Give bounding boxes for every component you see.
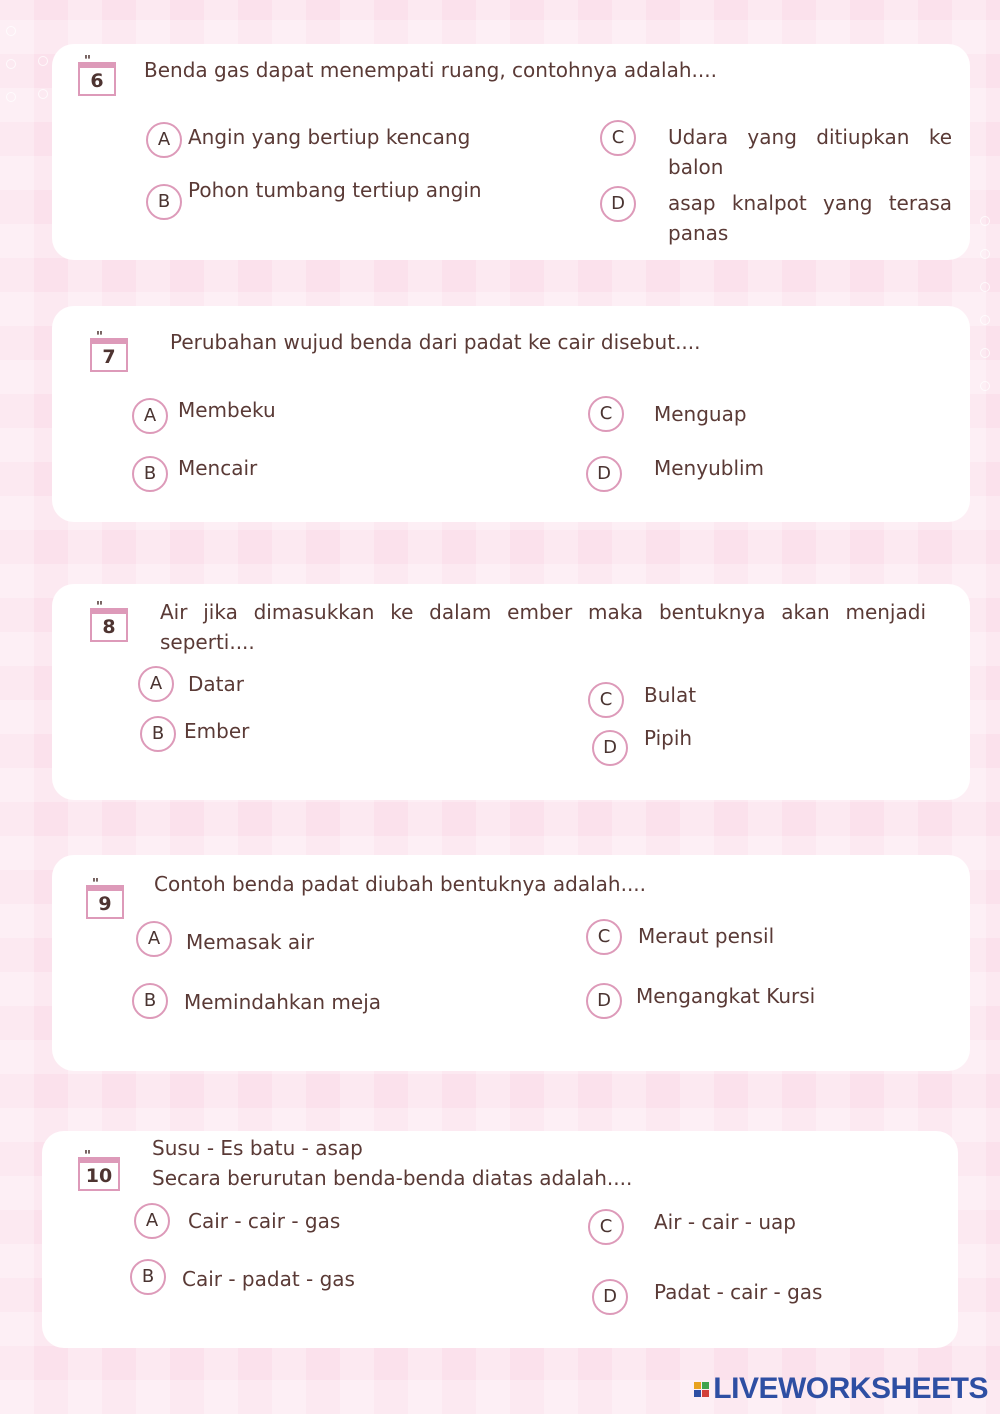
liveworksheets-logo[interactable] [694, 1372, 988, 1406]
option-b-text[interactable]: Cair - padat - gas [182, 1267, 355, 1291]
option-b-text[interactable]: Mencair [178, 456, 258, 480]
logo-mark-square [702, 1390, 709, 1397]
option-a-letter[interactable]: A [134, 1203, 170, 1239]
option-c-text[interactable]: Air - cair - uap [654, 1210, 796, 1234]
option-b-text[interactable]: Ember [184, 719, 250, 743]
option-a-letter[interactable]: A [138, 666, 174, 702]
option-a-letter[interactable]: A [146, 122, 182, 158]
option-a-text[interactable]: Angin yang bertiup kencang [188, 125, 471, 149]
option-d-text[interactable]: Menyublim [654, 456, 765, 480]
option-a-letter[interactable]: A [136, 921, 172, 957]
calendar-ring-icon: '' [96, 600, 102, 615]
option-d-letter[interactable]: D [586, 983, 622, 1019]
question-number-badge: '' 10 [78, 1157, 120, 1191]
option-c-text[interactable]: Udara yang ditiupkan ke balon [668, 125, 952, 179]
option-d-letter[interactable]: D [600, 186, 636, 222]
question-card-10 [42, 1131, 958, 1348]
option-b-text[interactable]: Pohon tumbang tertiup angin [188, 178, 482, 202]
option-a-text[interactable]: Memasak air [186, 930, 314, 954]
option-c-letter[interactable]: C [586, 919, 622, 955]
question-text: Perubahan wujud benda dari padat ke cair disebut.... [170, 330, 701, 354]
option-d-letter[interactable]: D [586, 456, 622, 492]
question-text: Contoh benda padat diubah bentuknya adalah.... [154, 872, 647, 896]
question-card-6 [52, 44, 970, 260]
calendar-ring-icon: '' [84, 54, 90, 69]
question-card-7 [52, 306, 970, 522]
decorative-dots-right [980, 216, 994, 414]
option-c-letter[interactable]: C [588, 396, 624, 432]
option-d-text[interactable]: Mengangkat Kursi [636, 984, 816, 1008]
question-card-9 [52, 855, 970, 1071]
logo-mark-square [702, 1382, 709, 1389]
calendar-ring-icon: '' [96, 330, 102, 345]
option-c-letter[interactable]: C [588, 682, 624, 718]
logo-mark-square [694, 1390, 701, 1397]
option-d-text[interactable]: Padat - cair - gas [654, 1280, 823, 1304]
question-number-badge: '' 8 [90, 608, 128, 642]
question-text: Air jika dimasukkan ke dalam ember maka bentuknya akan menjadi seperti.... [160, 600, 926, 654]
option-c-text[interactable]: Bulat [644, 683, 697, 707]
option-a-text[interactable]: Datar [188, 672, 244, 696]
option-b-letter[interactable]: B [132, 983, 168, 1019]
option-d-text[interactable]: asap knalpot yang terasa panas [668, 191, 952, 245]
option-b-text[interactable]: Memindahkan meja [184, 990, 382, 1014]
option-b-letter[interactable]: B [132, 456, 168, 492]
calendar-ring-icon: '' [84, 1149, 90, 1164]
option-c-text[interactable]: Meraut pensil [638, 924, 775, 948]
decorative-dots-left [6, 26, 20, 125]
question-number-badge: '' 6 [78, 62, 116, 96]
calendar-ring-icon: '' [92, 877, 98, 892]
option-a-letter[interactable]: A [132, 398, 168, 434]
option-b-letter[interactable]: B [146, 184, 182, 220]
question-number-badge: '' 7 [90, 338, 128, 372]
option-d-letter[interactable]: D [592, 730, 628, 766]
decorative-dots-left-2 [38, 56, 52, 122]
liveworksheets-mark-icon [694, 1382, 709, 1397]
question-text-line1: Susu - Es batu - asap [152, 1136, 363, 1160]
logo-mark-square [694, 1382, 701, 1389]
option-c-letter[interactable]: C [588, 1209, 624, 1245]
option-b-letter[interactable]: B [130, 1259, 166, 1295]
option-c-text[interactable]: Menguap [654, 402, 747, 426]
question-text: Benda gas dapat menempati ruang, contohnya adalah.... [144, 58, 717, 82]
option-a-text[interactable]: Cair - cair - gas [188, 1209, 341, 1233]
brand-name: LIVEWORKSHEETS [713, 1372, 988, 1405]
option-c-letter[interactable]: C [600, 120, 636, 156]
option-b-letter[interactable]: B [140, 716, 176, 752]
question-card-8 [52, 584, 970, 800]
option-a-text[interactable]: Membeku [178, 398, 276, 422]
option-d-text[interactable]: Pipih [644, 726, 693, 750]
option-d-letter[interactable]: D [592, 1279, 628, 1315]
question-text-line2: Secara berurutan benda-benda diatas adalah.... [152, 1166, 633, 1190]
question-number-badge: '' 9 [86, 885, 124, 919]
